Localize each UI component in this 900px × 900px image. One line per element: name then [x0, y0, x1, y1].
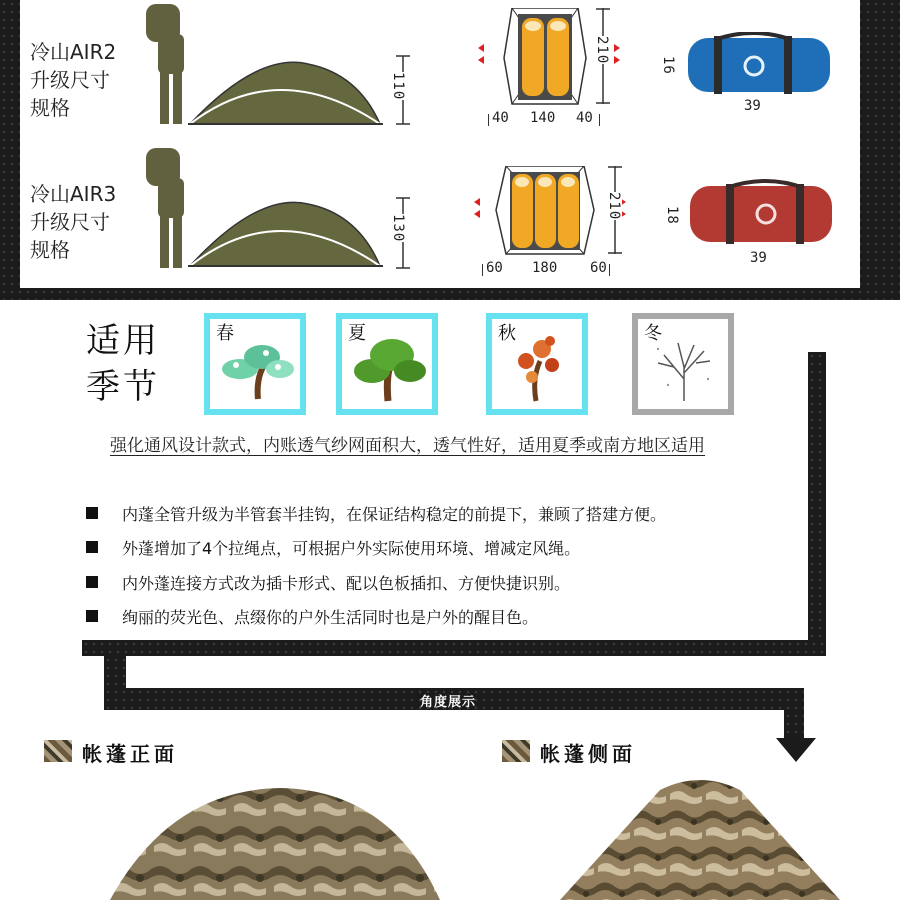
width-label-left: 40: [492, 110, 509, 126]
width-dimension-line: [488, 114, 600, 126]
feature-bullet-4: 绚丽的荧光色、点缀你的户外生活同时也是户外的醒目色。: [122, 608, 539, 627]
bag-length-label: 39: [750, 250, 767, 266]
summer-tree-icon: [342, 319, 432, 409]
feature-bullet-3: 内外蓬连接方式改为插卡形式、配以色板插扣、方便快捷识别。: [122, 574, 571, 593]
tent-side-photo: [560, 770, 840, 900]
season-tile-spring: [204, 313, 306, 415]
width-label-center: 140: [530, 110, 556, 126]
bag-diameter-label: 18: [664, 206, 680, 225]
season-tile-autumn: [486, 313, 588, 415]
camo-swatch-icon: [502, 740, 530, 762]
arrow-down-icon: [776, 738, 816, 764]
features-border-right: [808, 352, 826, 652]
tent-front-label: 帐蓬正面: [82, 742, 178, 766]
bullet-square-icon: [86, 610, 98, 622]
tent-front-diagram: [188, 58, 383, 128]
camo-swatch-icon: [44, 740, 72, 762]
carry-bag-blue: [684, 32, 834, 98]
spec-title-air3: 冷山AIR3 升级尺寸 规格: [30, 182, 117, 262]
bullet-square-icon: [86, 576, 98, 588]
width-label-left: 60: [486, 260, 503, 276]
spec-title-air2: 冷山AIR2 升级尺寸 规格: [30, 40, 117, 120]
season-label: 冬: [644, 323, 662, 344]
autumn-tree-icon: [492, 319, 582, 409]
winter-tree-icon: [638, 319, 728, 409]
width-dimension-line: [482, 264, 610, 276]
depth-label: 210: [606, 192, 622, 221]
height-label: 130: [390, 214, 406, 243]
bullet-square-icon: [86, 541, 98, 553]
bag-length-label: 39: [744, 98, 761, 114]
spring-tree-icon: [210, 319, 300, 409]
angle-section-title: 角度展示: [420, 695, 477, 710]
season-label: 秋: [498, 323, 516, 344]
season-label: 夏: [348, 323, 366, 344]
tent-front-diagram: [188, 198, 383, 270]
season-tile-summer: [336, 313, 438, 415]
width-label-right: 40: [576, 110, 593, 126]
tent-front-photo: [110, 780, 440, 900]
feature-bullet-2: 外蓬增加了4个拉绳点，可根据户外实际使用环境、增减定风绳。: [122, 539, 581, 558]
bag-diameter-label: 16: [660, 56, 676, 75]
season-label: 春: [216, 323, 234, 344]
width-label-right: 60: [590, 260, 607, 276]
tent-side-label: 帐蓬侧面: [540, 742, 636, 766]
features-headline: 强化通风设计款式，内账透气纱网面积大，透气性好，适用夏季或南方地区适用: [110, 436, 705, 456]
height-label: 110: [390, 72, 406, 101]
depth-label: 210: [594, 36, 610, 65]
bullet-square-icon: [86, 507, 98, 519]
feature-bullet-1: 内蓬全管升级为半管套半挂钩，在保证结构稳定的前提下，兼顾了搭建方便。: [122, 505, 667, 524]
features-border-bottom: [82, 640, 826, 656]
angle-connector-right: [784, 688, 804, 740]
carry-bag-red: [686, 178, 836, 248]
width-label-center: 180: [532, 260, 558, 276]
seasons-heading: 适用 季节: [86, 321, 160, 407]
season-tile-winter: [632, 313, 734, 415]
